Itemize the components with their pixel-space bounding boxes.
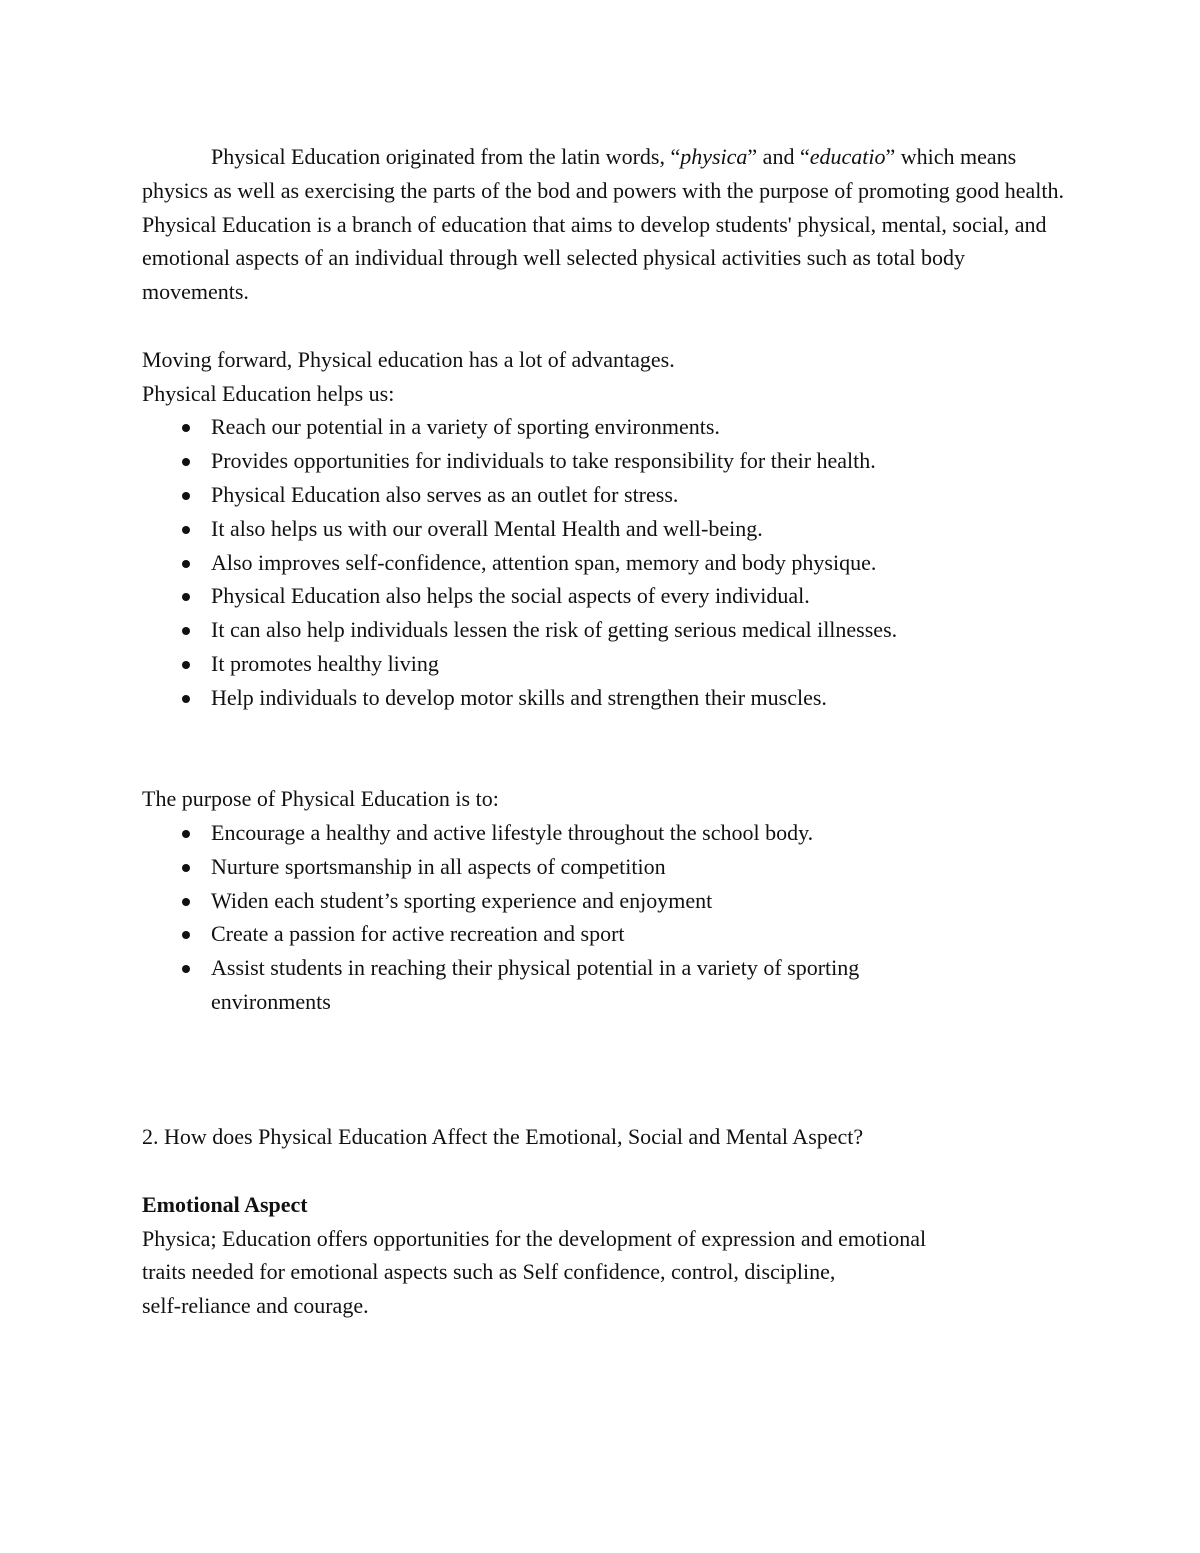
spacer [142,715,1072,749]
bullet-icon [182,965,190,973]
bullet-icon [182,695,190,703]
list-item: Nurture sportsmanship in all aspects of competition [142,850,1072,884]
advantages-heading: Physical Education helps us: [142,380,395,406]
latin-term-educatio: educatio [809,144,886,169]
list-item: Assist students in reaching their physical potential in a variety of sporting environments [142,951,1072,1019]
bullet-icon [182,661,190,669]
intro-mid: ” and “ [747,144,810,169]
bullet-icon [182,424,190,432]
latin-term-physica: physica [680,144,748,169]
list-item: Provides opportunities for individuals to take responsibility for their health. [142,444,1072,478]
spacer [142,309,1072,343]
intro-paragraph [142,140,1072,208]
document-page [142,140,1072,1323]
bullet-icon [182,560,190,568]
purpose-heading: The purpose of Physical Education is to: [142,786,499,812]
spacer [142,748,1072,782]
list-item: Create a passion for active recreation and sport [142,917,1072,951]
spacer [142,1154,1072,1188]
spacer [142,1019,1072,1053]
list-item: It promotes healthy living [142,647,1072,681]
list-item: It also helps us with our overall Mental Health and well-being. [142,512,1072,546]
bullet-icon [182,898,190,906]
list-item: Widen each student’s sporting experience and enjoyment [142,884,1072,918]
spacer [142,1053,1072,1087]
bullet-icon [182,492,190,500]
purpose-list [142,816,1072,1019]
emotional-aspect-line-3: self-reliance and courage. [142,1293,369,1319]
list-item: Also improves self-confidence, attention span, memory and body physique. [142,546,1072,580]
intro-suffix: ” which means physics as well as exercising the parts of the bod and powers with the purpose of promoting good health. [142,144,1064,203]
bullet-icon [182,627,190,635]
question-2-title: 2. How does Physical Education Affect the Emotional, Social and Mental Aspect? [142,1124,864,1150]
bullet-icon [182,526,190,534]
list-item: Help individuals to develop motor skills and strengthen their muscles. [142,681,1072,715]
bullet-icon [182,864,190,872]
bullet-icon [182,830,190,838]
intro-prefix: Physical Education originated from the latin words, “ [211,144,681,169]
bullet-icon [182,458,190,466]
spacer [142,1086,1072,1120]
definition-paragraph: Physical Education is a branch of education that aims to develop students' physical, mental, social, and emotional aspects of an individual through well selected physical activities such as total body movements. [142,211,1047,305]
list-item: Physical Education also serves as an outlet for stress. [142,478,1072,512]
advantages-lead: Moving forward, Physical education has a lot of advantages. [142,346,675,372]
list-item: It can also help individuals lessen the risk of getting serious medical illnesses. [142,613,1072,647]
advantages-list [142,410,1072,714]
emotional-aspect-line-2: traits needed for emotional aspects such as Self confidence, control, discipline, [142,1259,836,1285]
list-item: Physical Education also helps the social aspects of every individual. [142,579,1072,613]
bullet-icon [182,593,190,601]
list-item: Reach our potential in a variety of sporting environments. [142,410,1072,444]
emotional-aspect-line-1: Physica; Education offers opportunities for the development of expression and emotional [142,1225,927,1251]
list-item: Encourage a healthy and active lifestyle throughout the school body. [142,816,1072,850]
bullet-icon [182,931,190,939]
emotional-aspect-heading: Emotional Aspect [142,1191,308,1217]
